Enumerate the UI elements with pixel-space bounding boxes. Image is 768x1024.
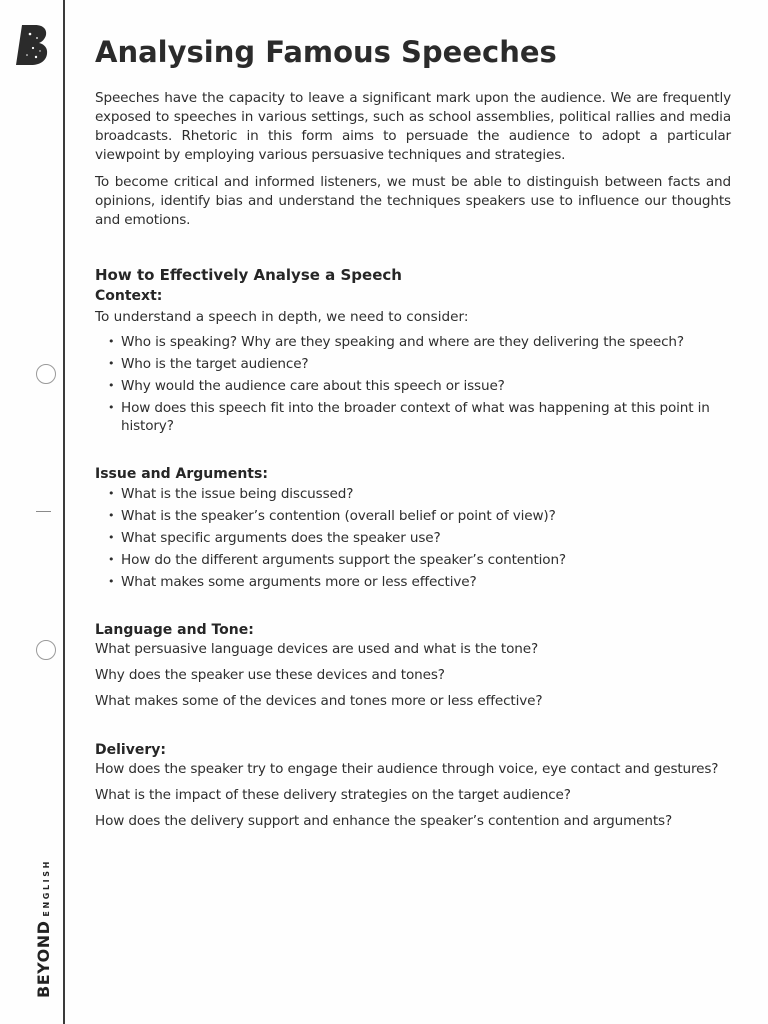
list-item: • Who is the target audience?: [121, 355, 731, 373]
question-line: How does the speaker try to engage their audience through voice, eye contact and gestures?: [95, 761, 719, 777]
list-item: • How do the different arguments support the speaker’s contention?: [121, 551, 731, 569]
intro-paragraph: To become critical and informed listeners, we must be able to distinguish between facts and opinions, identify bias and understand the techniques speakers use to influence our thoughts and emotions.: [95, 174, 731, 228]
list-item: • What is the speaker’s contention (overall belief or point of view)?: [121, 507, 731, 525]
brand-name: BEYOND: [34, 920, 53, 998]
intro-paragraph: Speeches have the capacity to leave a significant mark upon the audience. We are frequently exposed to speeches in various settings, such as school assemblies, political rallies and media broadcasts. Rhetoric in this form aims to persuade the audience to adopt a particular viewpoint by employing various persuasive techniques and strategies.: [95, 90, 731, 163]
issues-list: [95, 485, 731, 591]
section-heading: How to Effectively Analyse a Speech: [95, 266, 402, 284]
context-heading: Context:: [95, 288, 163, 304]
context-lead: To understand a speech in depth, we need to consider:: [95, 309, 469, 325]
list-item: • How does this speech fit into the broader context of what was happening at this point in history?: [121, 399, 731, 435]
binder-hole: [36, 640, 56, 660]
question-line: Why does the speaker use these devices and tones?: [95, 667, 445, 683]
delivery-heading: Delivery:: [95, 742, 166, 758]
beyond-b-logo-icon: [15, 24, 51, 66]
issues-heading: Issue and Arguments:: [95, 466, 268, 482]
question-line: What is the impact of these delivery strategies on the target audience?: [95, 787, 571, 803]
language-heading: Language and Tone:: [95, 622, 254, 638]
list-item: • What is the issue being discussed?: [121, 485, 731, 503]
list-item: • Who is speaking? Why are they speaking and where are they delivering the speech?: [121, 333, 731, 351]
page-title: Analysing Famous Speeches: [95, 35, 557, 69]
brand-wordmark: [34, 859, 53, 998]
brand-subname: ENGLISH: [42, 859, 51, 917]
list-item: • What specific arguments does the speaker use?: [121, 529, 731, 547]
question-line: What persuasive language devices are used and what is the tone?: [95, 641, 539, 657]
context-list: [95, 333, 731, 435]
margin-rule: [63, 0, 65, 1024]
list-item: • Why would the audience care about this speech or issue?: [121, 377, 731, 395]
page-content: [95, 32, 731, 838]
list-item: • What makes some arguments more or less effective?: [121, 573, 731, 591]
question-line: How does the delivery support and enhance the speaker’s contention and arguments?: [95, 813, 673, 829]
fold-mark: [36, 511, 51, 512]
binder-hole: [36, 364, 56, 384]
question-line: What makes some of the devices and tones more or less effective?: [95, 693, 543, 709]
